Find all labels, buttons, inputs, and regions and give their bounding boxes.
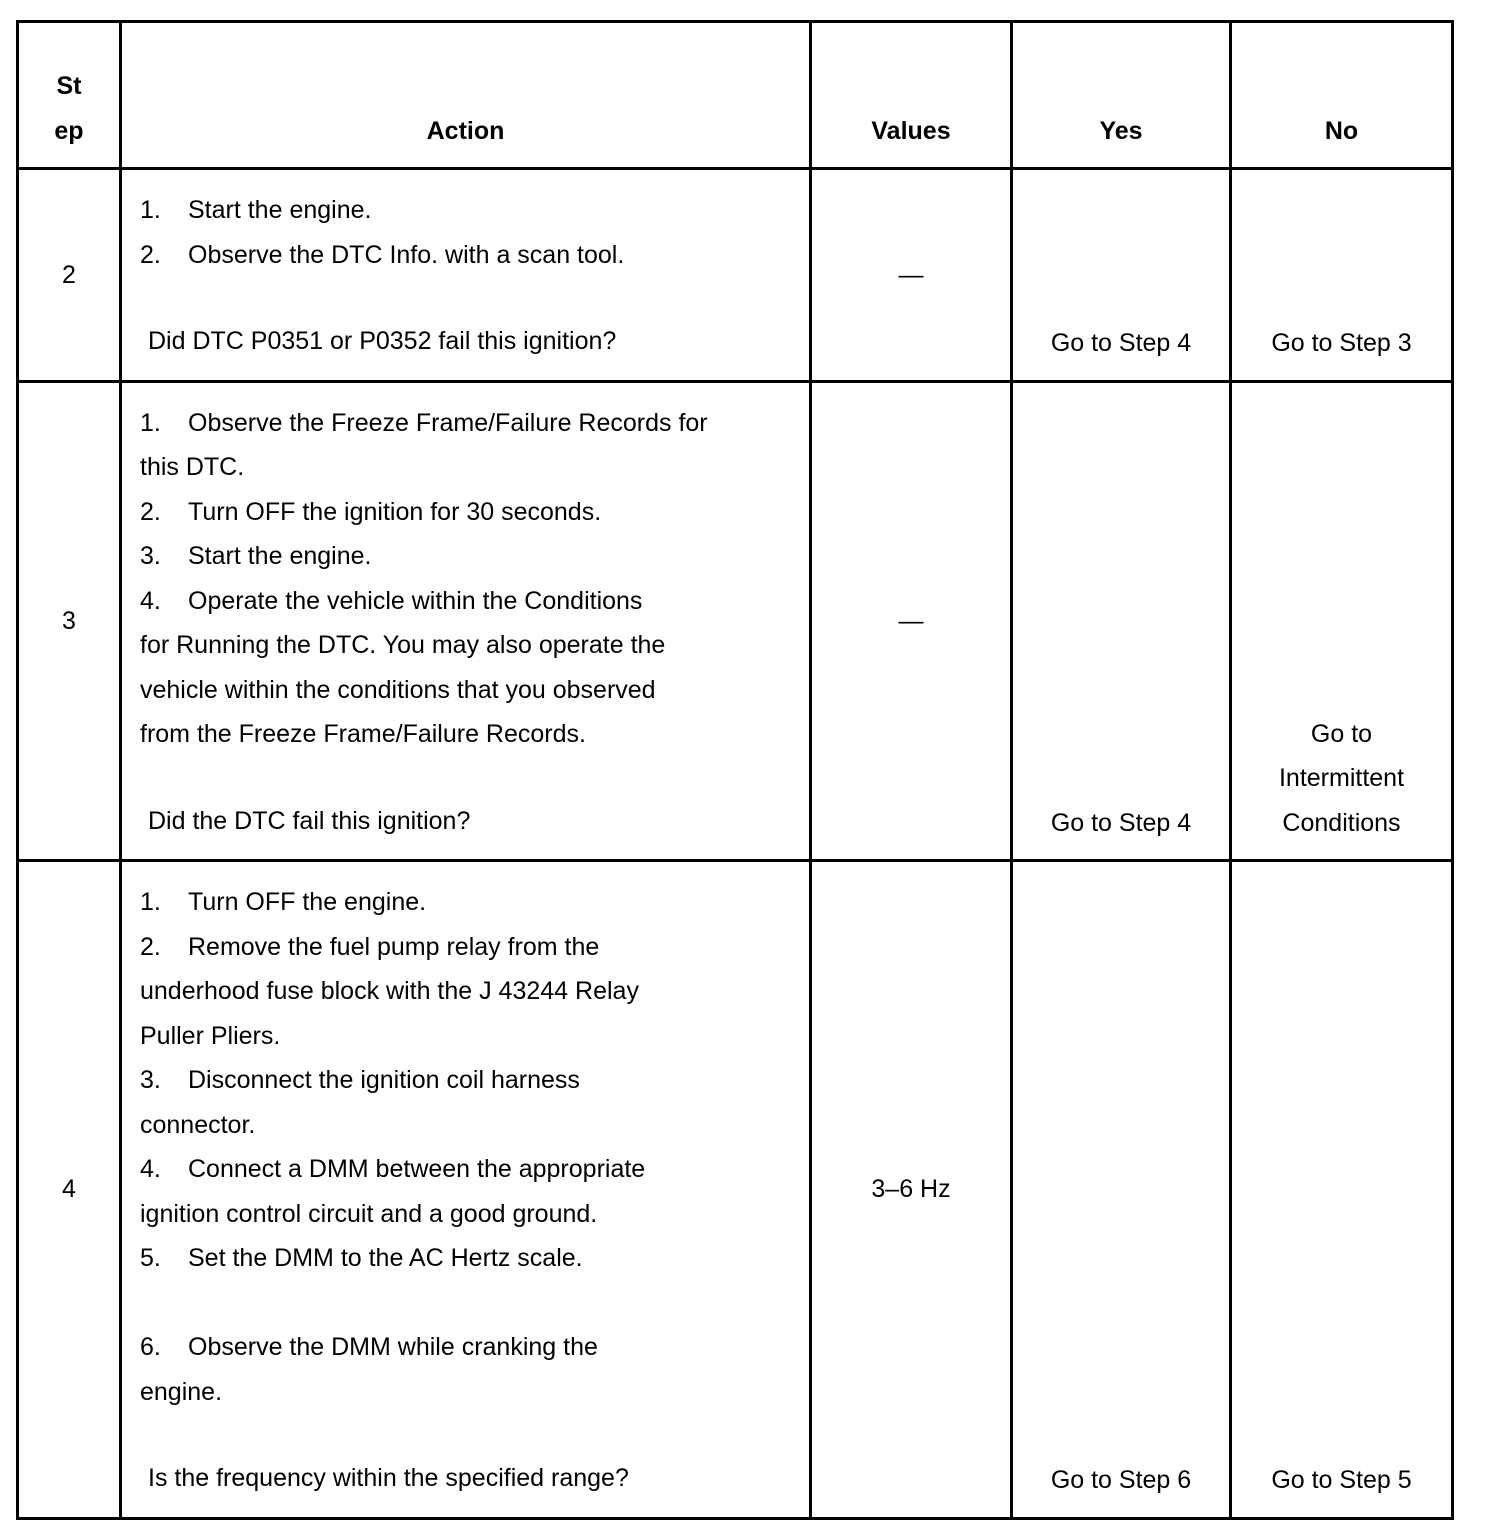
action-item (140, 1058, 789, 1103)
no-line: Go to (1310, 719, 1373, 748)
action-cell (121, 861, 811, 1519)
item-text: Set the DMM to the AC Hertz scale. (188, 1244, 583, 1272)
no-cell: Go to Step 3 (1231, 169, 1453, 382)
item-continuation: connector. (140, 1110, 256, 1139)
no-cell (1231, 381, 1453, 861)
item-continuation: ignition control circuit and a good ground. (140, 1199, 598, 1228)
header-step (18, 22, 121, 169)
action-item (140, 188, 789, 233)
item-number: 2. (140, 497, 161, 526)
item-continuation: from the Freeze Frame/Failure Records. (140, 720, 586, 748)
item-continuation: for Running the DTC. You may also operate the (140, 631, 666, 659)
header-step-line2: ep (54, 116, 84, 145)
action-item (140, 490, 789, 535)
header-row (18, 22, 1453, 169)
table-row-step-2 (18, 169, 1453, 382)
action-item (140, 1325, 789, 1370)
action-item (140, 534, 789, 579)
question: Is the frequency within the specified range? (148, 1464, 629, 1492)
step-number: 2 (18, 169, 121, 382)
action-cell (121, 381, 811, 861)
diagnostic-table (16, 20, 1454, 1520)
question: Did DTC P0351 or P0352 fail this ignition? (148, 327, 617, 355)
item-continuation: this DTC. (140, 453, 245, 481)
header-action: Action (121, 22, 811, 169)
item-number: 1. (140, 196, 161, 224)
question: Did the DTC fail this ignition? (148, 806, 471, 835)
item-number: 2. (140, 932, 161, 961)
step-number: 4 (18, 861, 121, 1519)
item-continuation: Puller Pliers. (140, 1021, 281, 1050)
item-number: 1. (140, 888, 161, 916)
item-text: Turn OFF the ignition for 30 seconds. (188, 497, 602, 526)
item-number: 3. (140, 1066, 161, 1094)
header-no: No (1231, 22, 1453, 169)
item-text: Observe the DMM while cranking the (188, 1333, 598, 1361)
action-item (140, 233, 789, 278)
item-continuation: vehicle within the conditions that you observed (140, 675, 656, 704)
no-cell: Go to Step 5 (1231, 861, 1453, 1519)
action-item (140, 401, 789, 446)
action-item (140, 1147, 789, 1192)
header-step-line1: St (56, 72, 82, 100)
item-number: 5. (140, 1244, 161, 1272)
item-number: 4. (140, 1155, 161, 1183)
table-row-step-3 (18, 381, 1453, 861)
item-continuation: underhood fuse block with the J 43244 Relay (140, 977, 639, 1005)
item-continuation: engine. (140, 1377, 223, 1406)
item-text: Start the engine. (188, 196, 372, 224)
action-item (140, 1236, 789, 1281)
item-number: 2. (140, 240, 161, 269)
header-yes: Yes (1012, 22, 1231, 169)
item-text: Disconnect the ignition coil harness (188, 1066, 580, 1094)
yes-cell: Go to Step 4 (1012, 169, 1231, 382)
spacer (140, 1281, 789, 1326)
value-cell: — (811, 381, 1012, 861)
yes-cell: Go to Step 4 (1012, 381, 1231, 861)
step-number: 3 (18, 381, 121, 861)
action-item (140, 925, 789, 970)
item-text: Observe the DTC Info. with a scan tool. (188, 240, 625, 269)
action-cell (121, 169, 811, 382)
no-line: Intermittent (1278, 764, 1405, 792)
action-item (140, 579, 789, 624)
header-values: Values (811, 22, 1012, 169)
no-line: Conditions (1282, 808, 1401, 837)
item-text: Remove the fuel pump relay from the (188, 932, 600, 961)
item-text: Connect a DMM between the appropriate (188, 1155, 646, 1183)
action-item (140, 880, 789, 925)
item-number: 6. (140, 1333, 161, 1361)
value-cell: — (811, 169, 1012, 382)
yes-cell: Go to Step 6 (1012, 861, 1231, 1519)
item-text: Observe the Freeze Frame/Failure Records for (188, 408, 708, 437)
value-cell: 3–6 Hz (811, 861, 1012, 1519)
item-text: Start the engine. (188, 542, 372, 570)
item-number: 4. (140, 586, 161, 615)
table-row-step-4 (18, 861, 1453, 1519)
item-number: 3. (140, 542, 161, 570)
item-number: 1. (140, 408, 161, 437)
item-text: Turn OFF the engine. (188, 888, 427, 916)
item-text: Operate the vehicle within the Conditions (188, 586, 643, 615)
